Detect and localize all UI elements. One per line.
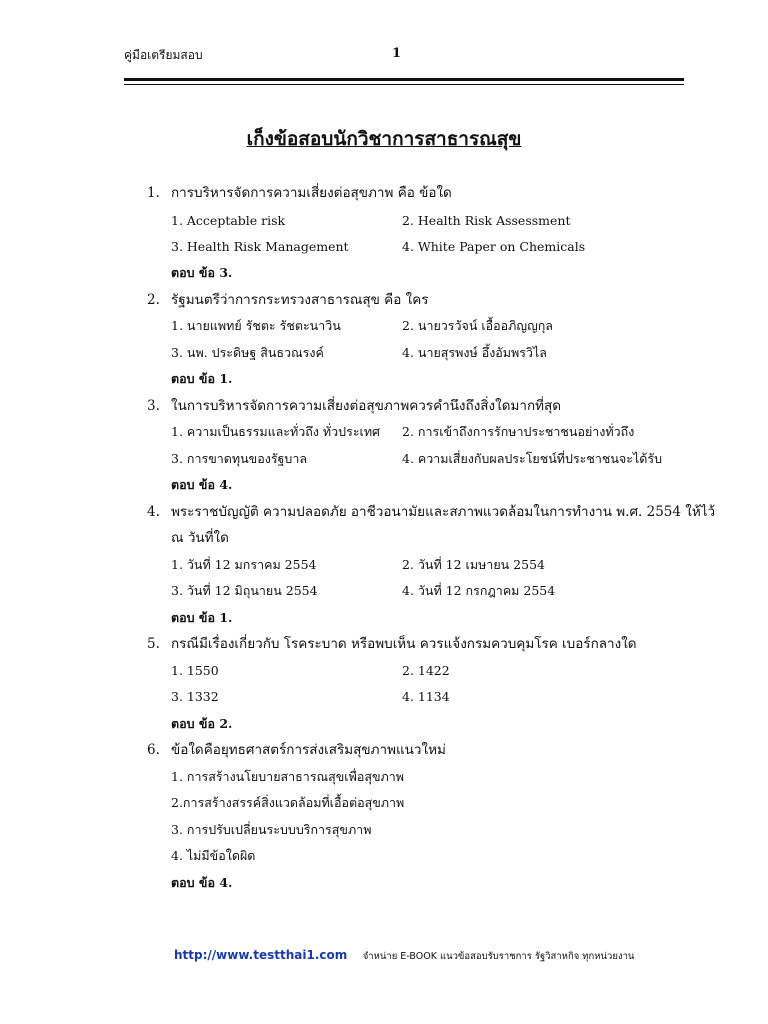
option-4: 4. White Paper on Chemicals (402, 239, 586, 254)
option-3: 3. 1332 (171, 689, 219, 704)
question-text-continued: ณ วันที่ใด (171, 530, 229, 546)
question-text: ข้อใดคือยุทธศาสตร์การส่งเสริมสุขภาพแนวใหม่ (171, 742, 446, 758)
question-number: 1. (147, 185, 160, 201)
question-text: การบริหารจัดการความเสี่ยงต่อสุขภาพ คือ ข้อใด (171, 185, 452, 201)
footer-text: จำหน่าย E-BOOK แนวข้อสอบรับราชการ รัฐวิสาหกิจ ทุกหน่วยงาน (362, 951, 635, 962)
website-link[interactable]: http://www.testthai1.com (174, 948, 348, 962)
answer: ตอบ ข้อ 3. (171, 265, 233, 280)
page-number: 1 (392, 46, 402, 61)
answer: ตอบ ข้อ 4. (171, 477, 233, 492)
option-1: 1. 1550 (171, 663, 219, 678)
question-number: 5. (147, 636, 160, 652)
header-title: คู่มือเตรียมสอบ (124, 48, 203, 62)
header-rule-thin (124, 84, 684, 85)
question-text: กรณีมีเรื่องเกี่ยวกับ โรคระบาด หรือพบเห็น ควรแจ้งกรมควบคุมโรค เบอร์กลางใด (171, 636, 637, 652)
answer: ตอบ ข้อ 1. (171, 610, 233, 625)
option-4: 4. วันที่ 12 กรกฎาคม 2554 (402, 583, 556, 598)
question-text: ในการบริหารจัดการความเสี่ยงต่อสุขภาพควรคำนึงถึงสิ่งใดมากที่สุด (171, 398, 562, 414)
option-4: 4. 1134 (402, 689, 450, 704)
question-number: 3. (147, 398, 160, 414)
option-4: 4. นายสุรพงษ์ อึ้งอัมพรวิไล (402, 345, 547, 360)
option-1: 1. นายแพทย์ รัชตะ รัชตะนาวิน (171, 318, 341, 333)
option-2: 2. วันที่ 12 เมษายน 2554 (402, 557, 545, 572)
question-text: พระราชบัญญัติ ความปลอดภัย อาชีวอนามัยและสภาพแวดล้อมในการทำงาน พ.ศ. 2554 ให้ไว้ (171, 504, 716, 520)
option-3: 3. นพ. ประดิษฐ สินธวณรงค์ (171, 345, 324, 360)
option-2: 2. Health Risk Assessment (402, 213, 571, 228)
option-3: 3. วันที่ 12 มิถุนายน 2554 (171, 583, 318, 598)
option-1: 1. การสร้างนโยบายสาธารณสุขเพื่อสุขภาพ (171, 769, 405, 784)
option-1: 1. Acceptable risk (171, 213, 286, 228)
option-4: 4. ไม่มีข้อใดผิด (171, 848, 256, 863)
option-2: 2. นายวรวัจน์ เอื้ออภิญญกุล (402, 318, 553, 333)
answer: ตอบ ข้อ 4. (171, 875, 233, 890)
question-number: 6. (147, 742, 160, 758)
question-number: 2. (147, 292, 160, 308)
option-1: 1. วันที่ 12 มกราคม 2554 (171, 557, 317, 572)
header-rule-thick (124, 78, 684, 81)
option-3: 3. การปรับเปลี่ยนระบบบริการสุขภาพ (171, 822, 372, 837)
answer: ตอบ ข้อ 2. (171, 716, 233, 731)
question-number: 4. (147, 504, 160, 520)
document-title: เก็งข้อสอบนักวิชาการสาธารณสุข (246, 128, 522, 150)
option-3: 3. การขาดทุนของรัฐบาล (171, 451, 308, 466)
option-2: 2.การสร้างสรรค์สิ่งแวดล้อมที่เอื้อต่อสุขภาพ (171, 795, 405, 810)
page-footer (174, 948, 634, 964)
option-2: 2. การเข้าถึงการรักษาประชาชนอย่างทั่วถึง (402, 424, 635, 439)
answer: ตอบ ข้อ 1. (171, 371, 233, 386)
option-4: 4. ความเสี่ยงกับผลประโยชน์ที่ประชาชนจะได้รับ (402, 451, 663, 466)
option-3: 3. Health Risk Management (171, 239, 349, 254)
option-1: 1. ความเป็นธรรมและทั่วถึง ทั่วประเทศ (171, 424, 380, 439)
option-2: 2. 1422 (402, 663, 450, 678)
question-text: รัฐมนตรีว่าการกระทรวงสาธารณสุข คือ ใคร (171, 292, 429, 308)
